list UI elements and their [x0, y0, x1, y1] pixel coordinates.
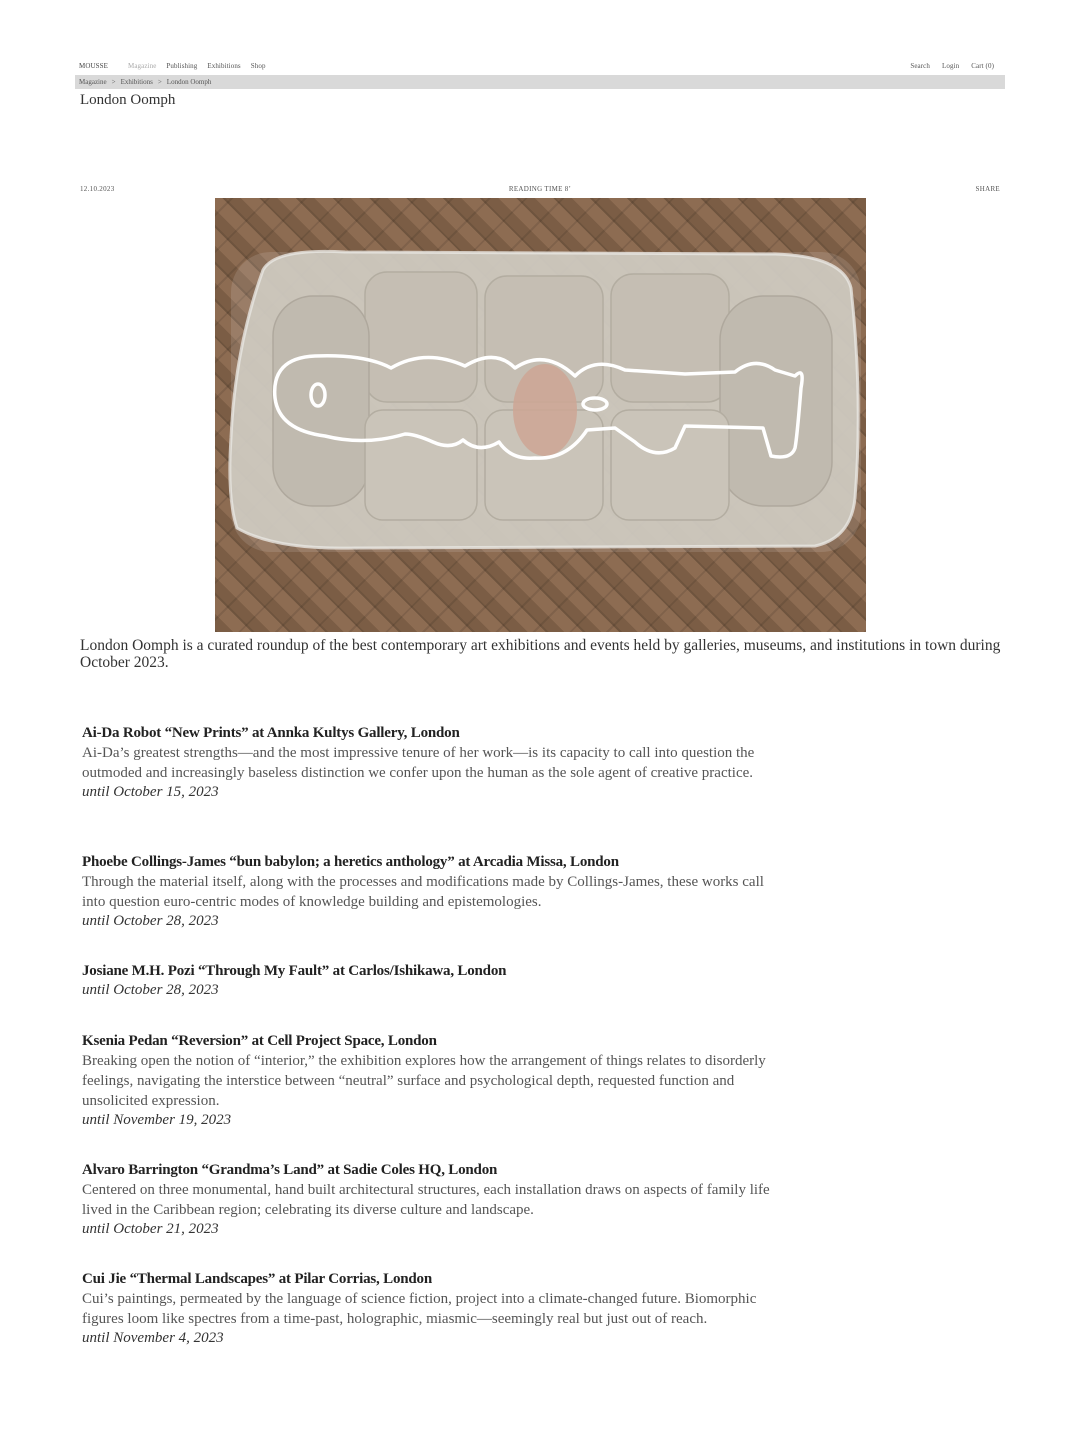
entry-title[interactable]: Ksenia Pedan “Reversion” at Cell Project Space, London: [82, 1033, 437, 1049]
entry-description: Through the material itself, along with the processes and modifications made by Collings-James, these works call into question euro-centric modes of knowledge building and epistemologies.: [82, 874, 764, 910]
article-meta: [80, 185, 1000, 195]
list-item: [82, 1270, 772, 1348]
intro-paragraph: London Oomph is a curated roundup of the best contemporary art exhibitions and events held by galleries, museums, and institutions in town during October 2023.: [80, 637, 1001, 671]
list-item: [82, 1032, 772, 1130]
hero-image: [215, 198, 866, 632]
breadcrumb-separator: >: [157, 78, 162, 86]
entry-title[interactable]: Alvaro Barrington “Grandma’s Land” at Sadie Coles HQ, London: [82, 1162, 498, 1178]
entry-title[interactable]: Josiane M.H. Pozi “Through My Fault” at Carlos/Ishikawa, London: [82, 963, 507, 979]
list-item: [82, 724, 772, 802]
entry-title[interactable]: Cui Jie “Thermal Landscapes” at Pilar Corrias, London: [82, 1271, 432, 1287]
publish-date: 12.10.2023: [80, 185, 115, 193]
entry-description: Breaking open the notion of “interior,” the exhibition explores how the arrangement of things relates to disorderly feelings, navigating the interstice between “neutral” surface and psychological depth, requested function and unsolicited expression.: [82, 1053, 766, 1109]
entry-date: until October 15, 2023: [82, 784, 219, 800]
nav-item-exhibitions[interactable]: Exhibitions: [207, 62, 241, 70]
entry-date: until October 21, 2023: [82, 1221, 219, 1237]
breadcrumb-current: London Oomph: [166, 78, 212, 86]
nav-left: [79, 62, 276, 70]
entry-description: Centered on three monumental, hand built architectural structures, each installation draws on aspects of family life lived in the Caribbean region; celebrating its diverse culture and landscape.: [82, 1182, 770, 1218]
share-button[interactable]: SHARE: [975, 185, 1000, 193]
cart-link[interactable]: Cart (0): [971, 62, 994, 70]
nav-item-magazine[interactable]: Magazine: [128, 62, 157, 70]
nav-item-shop[interactable]: Shop: [250, 62, 266, 70]
list-item: [82, 962, 772, 1000]
nav-right: [898, 62, 994, 70]
login-link[interactable]: Login: [942, 62, 960, 70]
entry-title[interactable]: Phoebe Collings-James “bun babylon; a heretics anthology” at Arcadia Missa, London: [82, 854, 619, 870]
list-item: [82, 853, 772, 931]
search-link[interactable]: Search: [910, 62, 930, 70]
page-title: London Oomph: [80, 92, 176, 108]
entry-description: Cui’s paintings, permeated by the language of science fiction, project into a climate-changed future. Biomorphic figures loom like spectres from a time-past, holographic, miasmic—seemingly real but just out of reach.: [82, 1291, 757, 1327]
breadcrumb-separator: >: [111, 78, 116, 86]
entry-date: until November 4, 2023: [82, 1330, 224, 1346]
list-item: [82, 1161, 772, 1239]
entry-date: until November 19, 2023: [82, 1112, 232, 1128]
entry-title[interactable]: Ai-Da Robot “New Prints” at Annka Kultys Gallery, London: [82, 725, 460, 741]
brand-logo[interactable]: MOUSSE: [79, 62, 108, 70]
top-nav: [79, 62, 994, 74]
entry-date: until October 28, 2023: [82, 982, 219, 998]
nav-item-publishing[interactable]: Publishing: [166, 62, 198, 70]
hero-illustration: [215, 198, 866, 632]
breadcrumb-magazine[interactable]: Magazine: [79, 78, 107, 86]
breadcrumb: [75, 75, 1005, 89]
reading-time: READING TIME 8’: [508, 185, 572, 193]
breadcrumb-exhibitions[interactable]: Exhibitions: [120, 78, 153, 86]
entry-date: until October 28, 2023: [82, 913, 219, 929]
entry-description: Ai-Da’s greatest strengths—and the most impressive tenure of her work—is its capacity to call into question the outmoded and increasingly baseless distinction we confer upon the human as the sole agent of creative practice.: [82, 745, 755, 781]
